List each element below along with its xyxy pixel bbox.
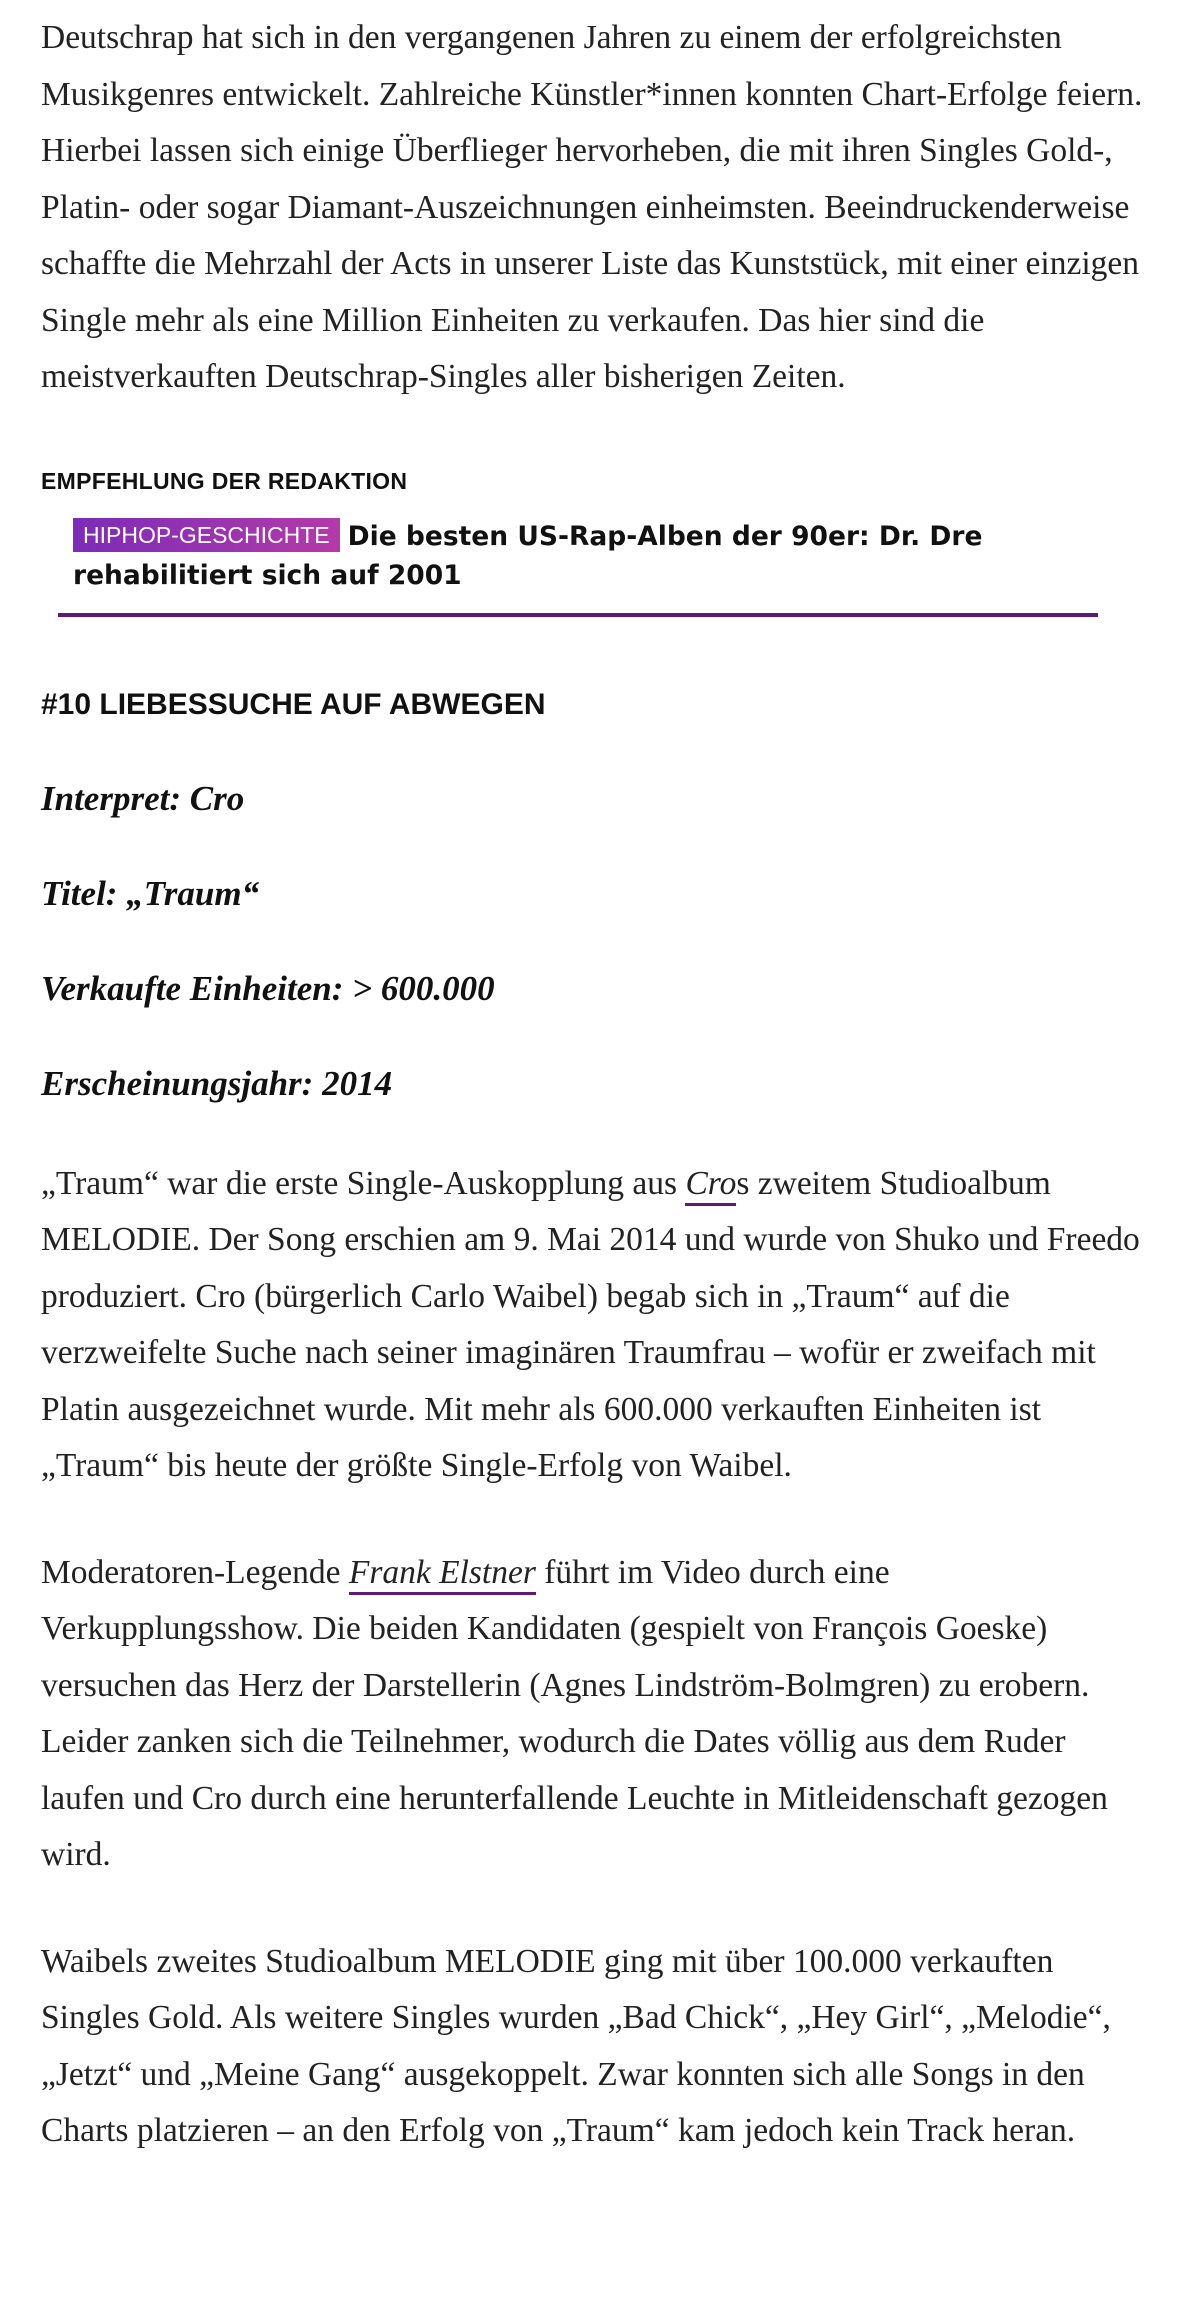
entry-heading: #10 LIEBESSUCHE AUF ABWEGEN xyxy=(41,687,546,721)
artist-link-cro[interactable]: Cro xyxy=(685,1165,736,1206)
entry-paragraph-2 xyxy=(41,1545,1151,1884)
paragraph-text: Moderatoren-Legende xyxy=(41,1553,349,1591)
recommendation-tag[interactable]: HIPHOP-GESCHICHTE xyxy=(73,518,340,552)
recommendation-label: EMPFEHLUNG DER REDAKTION xyxy=(41,467,408,494)
intro-paragraph: Deutschrap hat sich in den vergangenen Jahren zu einem der erfolgreichsten Musikgenres entwickelt. Zahlreiche Künstler*innen konnten Chart-Erfolge feiern. Hierbei lassen sich einige Überflieger hervorheben, die mit ihren Singles Gold-, Platin- oder sogar Diamant-Auszeichnungen einheimsten. Beeindruckenderweise schaffte die Mehrzahl der Acts in unserer Liste das Kunststück, mit einer einzigen Single mehr als eine Million Einheiten zu verkaufen. Das hier sind die meistverkauften Deutschrap-Singles aller bisherigen Zeiten. xyxy=(41,19,1143,395)
entry-units-sold: Verkaufte Einheiten: > 600.000 xyxy=(41,968,495,1008)
entry-interpret: Interpret: Cro xyxy=(41,778,245,818)
recommendation-title-link[interactable]: Die besten US-Rap-Alben der 90er: Dr. Dre rehabilitiert sich auf 2001 xyxy=(73,520,983,591)
recommendation-box[interactable] xyxy=(58,517,1098,617)
entry-paragraph-3: Waibels zweites Studioalbum MELODIE ging mit über 100.000 verkauften Singles Gold. Als weitere Singles wurden „Bad Chick“, „Hey Girl“, „Melodie“, „Jetzt“ und „Meine Gang“ ausgekoppelt. Zwar konnten sich alle Songs in den Charts platzieren – an den Erfolg von „Traum“ kam jedoch kein Track heran. xyxy=(41,1942,1111,2149)
entry-paragraph-1 xyxy=(41,1156,1151,1495)
paragraph-text: führt im Video durch eine Verkupplungsshow. Die beiden Kandidaten (gespielt von François Goeske) versuchen das Herz der Darstellerin (Agnes Lindström-Bolmgren) zu erobern. Leider zanken sich die Teilnehmer, wodurch die Dates völlig aus dem Ruder laufen und Cro durch eine herunterfallende Leuchte in Mitleidenschaft gezogen wird. xyxy=(41,1553,1108,1873)
entry-release-year: Erscheinungsjahr: 2014 xyxy=(41,1063,393,1103)
paragraph-text: s zweitem Studioalbum MELODIE. Der Song erschien am 9. Mai 2014 und wurde von Shuko und Freedo produziert. Cro (bürgerlich Carlo Waibel) begab sich in „Traum“ auf die verzweifelte Suche nach seiner imaginären Traumfrau – wofür er zweifach mit Platin ausgezeichnet wurde. Mit mehr als 600.000 verkauften Einheiten ist „Traum“ bis heute der größte Single-Erfolg von Waibel. xyxy=(41,1164,1140,1484)
recommendation-content xyxy=(58,517,1098,595)
paragraph-text: „Traum“ war die erste Single-Auskopplung aus xyxy=(41,1164,686,1202)
entry-title: Titel: „Traum“ xyxy=(41,873,260,913)
person-link-frank-elstner[interactable]: Frank Elstner xyxy=(349,1554,536,1595)
article-body xyxy=(41,10,1151,2160)
